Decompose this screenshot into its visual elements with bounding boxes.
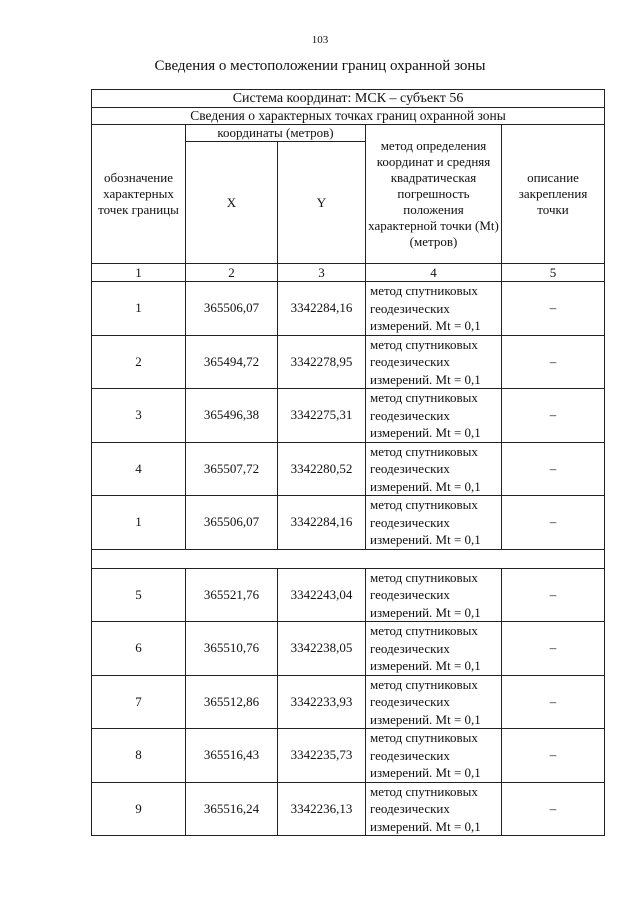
method-cell: метод спутниковых геодезических измерений. Mt = 0,1: [366, 675, 502, 729]
description-cell: –: [502, 389, 605, 443]
description-cell: –: [502, 335, 605, 389]
x-coordinate-cell: 365521,76: [186, 568, 278, 622]
description-cell: –: [502, 568, 605, 622]
point-cell: 2: [92, 335, 186, 389]
coordinate-system: Система координат: МСК – субъект 56: [92, 90, 605, 108]
point-cell: 1: [92, 496, 186, 550]
description-cell: –: [502, 282, 605, 336]
description-cell: –: [502, 622, 605, 676]
y-coordinate-cell: 3342235,73: [278, 729, 366, 783]
header-y: Y: [278, 142, 366, 264]
table-row: [92, 675, 605, 729]
point-cell: 7: [92, 675, 186, 729]
document-title: Сведения о местоположении границ охранной зоны: [154, 58, 486, 74]
table-row: [92, 282, 605, 336]
column-number: 3: [278, 264, 366, 282]
header-coords: координаты (метров): [186, 125, 366, 142]
y-coordinate-cell: 3342280,52: [278, 442, 366, 496]
table-row: [92, 389, 605, 443]
table-row: [92, 622, 605, 676]
method-cell: метод спутниковых геодезических измерений. Mt = 0,1: [366, 496, 502, 550]
header-desc: описание закрепления точки: [502, 125, 605, 264]
table-row: [92, 335, 605, 389]
header-row: [92, 125, 605, 142]
method-cell: метод спутниковых геодезических измерений. Mt = 0,1: [366, 729, 502, 783]
method-cell: метод спутниковых геодезических измерений. Mt = 0,1: [366, 622, 502, 676]
y-coordinate-cell: 3342236,13: [278, 782, 366, 836]
x-coordinate-cell: 365496,38: [186, 389, 278, 443]
point-cell: 5: [92, 568, 186, 622]
x-coordinate-cell: 365512,86: [186, 675, 278, 729]
method-cell: метод спутниковых геодезических измерений. Mt = 0,1: [366, 442, 502, 496]
method-cell: метод спутниковых геодезических измерений. Mt = 0,1: [366, 389, 502, 443]
x-coordinate-cell: 365506,07: [186, 496, 278, 550]
x-coordinate-cell: 365507,72: [186, 442, 278, 496]
y-coordinate-cell: 3342278,95: [278, 335, 366, 389]
header-point: обозначение характерных точек границы: [92, 125, 186, 264]
header-method: метод определения координат и средняя квадратическая погрешность положения характерной точки (Mt) (метров): [366, 125, 502, 264]
point-cell: 4: [92, 442, 186, 496]
point-cell: 3: [92, 389, 186, 443]
point-cell: 6: [92, 622, 186, 676]
table-row: [92, 782, 605, 836]
description-cell: –: [502, 782, 605, 836]
x-coordinate-cell: 365506,07: [186, 282, 278, 336]
y-coordinate-cell: 3342275,31: [278, 389, 366, 443]
y-coordinate-cell: 3342284,16: [278, 496, 366, 550]
description-cell: –: [502, 729, 605, 783]
method-cell: метод спутниковых геодезических измерений. Mt = 0,1: [366, 335, 502, 389]
x-coordinate-cell: 365516,43: [186, 729, 278, 783]
column-number: 5: [502, 264, 605, 282]
table-row: [92, 568, 605, 622]
column-number: 1: [92, 264, 186, 282]
table-row: [92, 729, 605, 783]
method-cell: метод спутниковых геодезических измерений. Mt = 0,1: [366, 568, 502, 622]
point-cell: 8: [92, 729, 186, 783]
group-separator-row: [92, 549, 605, 568]
column-number: 4: [366, 264, 502, 282]
x-coordinate-cell: 365510,76: [186, 622, 278, 676]
coordinates-table: [91, 89, 605, 836]
y-coordinate-cell: 3342284,16: [278, 282, 366, 336]
y-coordinate-cell: 3342233,93: [278, 675, 366, 729]
description-cell: –: [502, 675, 605, 729]
column-number: 2: [186, 264, 278, 282]
table-row: [92, 496, 605, 550]
subheading-row: [92, 108, 605, 125]
x-coordinate-cell: 365516,24: [186, 782, 278, 836]
description-cell: –: [502, 442, 605, 496]
y-coordinate-cell: 3342238,05: [278, 622, 366, 676]
description-cell: –: [502, 496, 605, 550]
x-coordinate-cell: 365494,72: [186, 335, 278, 389]
system-row: [92, 90, 605, 108]
point-cell: 9: [92, 782, 186, 836]
method-cell: метод спутниковых геодезических измерений. Mt = 0,1: [366, 282, 502, 336]
table-row: [92, 442, 605, 496]
y-coordinate-cell: 3342243,04: [278, 568, 366, 622]
method-cell: метод спутниковых геодезических измерений. Mt = 0,1: [366, 782, 502, 836]
table-subheading: Сведения о характерных точках границ охранной зоны: [92, 108, 605, 125]
page-number: 103: [311, 34, 329, 46]
group-separator: [92, 549, 605, 568]
header-x: X: [186, 142, 278, 264]
column-number-row: [92, 264, 605, 282]
point-cell: 1: [92, 282, 186, 336]
